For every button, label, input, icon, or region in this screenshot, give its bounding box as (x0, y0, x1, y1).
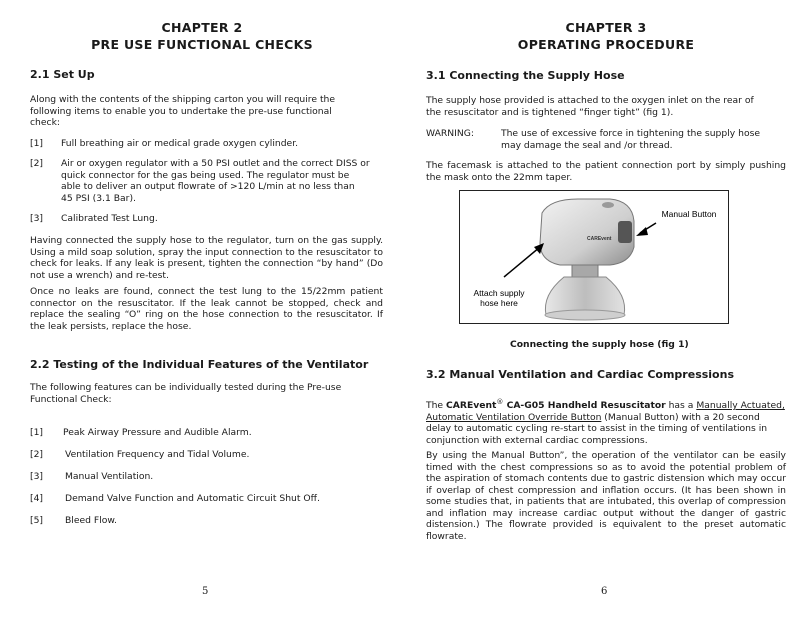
section-heading-testing: 2.2 Testing of the Individual Features of the Ventilator (30, 358, 369, 371)
chapter-title: OPERATING PROCEDURE (517, 37, 695, 52)
item-text: Calibrated Test Lung. (61, 213, 158, 224)
chapter-title: PRE USE FUNCTIONAL CHECKS (91, 37, 313, 52)
item-text: Ventilation Frequency and Tidal Volume. (65, 449, 250, 460)
requirement-item-2 (30, 158, 380, 206)
item-text: Bleed Flow. (65, 515, 117, 526)
hose-paragraph-line: the resuscitator and is tightened “finger tight” (fig 1). (426, 106, 674, 118)
setup-intro-line: check: (30, 117, 60, 128)
item-text: quick connector for the gas being used. The regulator must be (61, 169, 350, 181)
registered-mark: ® (496, 398, 504, 406)
section-heading-setup: 2.1 Set Up (30, 68, 95, 81)
figure-supply-hose (459, 190, 729, 324)
chapter-number: CHAPTER 3 (565, 20, 647, 35)
requirement-item-3 (30, 213, 360, 225)
item-number: [2] (30, 158, 44, 169)
item-text: Full breathing air or medical grade oxygen cylinder. (61, 138, 299, 149)
underlined-text: Automatic Ventilation Override Button (426, 411, 602, 423)
item-number: [2] (30, 449, 44, 460)
requirement-item-1 (30, 138, 360, 150)
item-number: [3] (30, 213, 44, 224)
item-number: [3] (30, 471, 44, 482)
item-text: able to deliver an output flowrate of >120 L/min at no less than (61, 181, 355, 192)
item-text: Demand Valve Function and Automatic Circuit Shut Off. (65, 493, 320, 504)
label-manual-button: Manual Button (661, 209, 717, 219)
paragraph-leaks: Once no leaks are found, connect the test lung to the 15/22mm patient connector on the resuscitator. If the leak cannot be stopped, check and replace the sealing “O” ring on the hose connection to the resuscitator. If the leak persists, replace the hose. (30, 286, 383, 332)
page-number: 5 (202, 586, 209, 597)
feature-item-4 (30, 493, 370, 505)
warning-text: The use of excessive force in tightening the supply hose (501, 128, 761, 139)
warning-text: may damage the seal and /or thread. (501, 139, 673, 151)
model-name: CA-G05 Handheld Resuscitator (503, 400, 666, 412)
item-text: 45 PSI (3.1 Bar). (61, 192, 136, 204)
hose-paragraph-line: The supply hose provided is attached to the oxygen inlet on the rear of (426, 95, 754, 106)
manual-paragraph-1 (426, 397, 786, 446)
hose-paragraph (426, 95, 786, 118)
paragraph-connect: Having connected the supply hose to the regulator, turn on the gas supply. Using a mild soap solution, spray the input connection to the resuscitator to check for leaks. If any leak is present, tighten the connection “by hand” (Do not use a wrench) and re-test. (30, 235, 383, 281)
testing-intro (30, 382, 383, 405)
testing-intro-line: Functional Check: (30, 393, 112, 405)
right-page (404, 0, 808, 618)
warning-note (426, 128, 786, 152)
item-number: [1] (30, 427, 44, 438)
feature-item-1 (30, 427, 370, 439)
device-brand-logo: CAREvent (587, 236, 612, 242)
feature-item-5 (30, 515, 370, 527)
setup-intro-line: following items to enable you to undertake the pre-use functional (30, 105, 332, 117)
setup-intro-line: Along with the contents of the shipping carton you will require the (30, 94, 336, 105)
setup-intro (30, 94, 360, 129)
section-heading-manual: 3.2 Manual Ventilation and Cardiac Compressions (426, 368, 734, 381)
warning-label: WARNING: (426, 128, 474, 139)
facemask-paragraph: The facemask is attached to the patient connection port by simply pushing the mask onto the 22mm taper. (426, 160, 786, 183)
brand-name: CAREvent (446, 400, 497, 412)
label-attach-line: hose here (480, 298, 518, 308)
label-attach-line: Attach supply (473, 288, 525, 298)
text-run: The (426, 400, 447, 412)
item-text: Air or oxygen regulator with a 50 PSI outlet and the correct DISS or (61, 158, 370, 169)
page-number: 6 (601, 586, 608, 597)
text-run: has a (665, 400, 697, 412)
item-number: [5] (30, 515, 44, 526)
label-attach-hose (462, 288, 536, 308)
item-text: Manual Ventilation. (65, 471, 154, 482)
testing-intro-line: The following features can be individually tested during the Pre-use (30, 382, 342, 393)
feature-item-3 (30, 471, 370, 483)
section-heading-hose: 3.1 Connecting the Supply Hose (426, 69, 625, 82)
manual-paragraph-2: By using the Manual Button”, the operation of the ventilator can be easily timed with the chest compressions so as to avoid the potential problem of the aspiration of stomach contents due to gastric distension which may occur if overlap of chest compression and inflation occurs. (It has been shown in some studies that, in patients that are intubated, this overlap of compression and inflation may increase cardiac output without the danger of gastric distension.) The flowrate provided is equivalent to the preset automatic flowrate. (426, 450, 786, 542)
text-run: (Manual Button) with a 20 second delay to automatic cycling re-start to assist in the timing of ventilations in conjunction with external cardiac compressions. (426, 411, 768, 446)
underlined-text: Manually Actuated, (696, 400, 785, 412)
figure-caption: Connecting the supply hose (fig 1) (510, 339, 689, 350)
item-text: Peak Airway Pressure and Audible Alarm. (63, 427, 252, 438)
item-number: [4] (30, 493, 44, 504)
feature-item-2 (30, 449, 370, 461)
chapter-number: CHAPTER 2 (161, 20, 243, 35)
item-number: [1] (30, 138, 44, 149)
